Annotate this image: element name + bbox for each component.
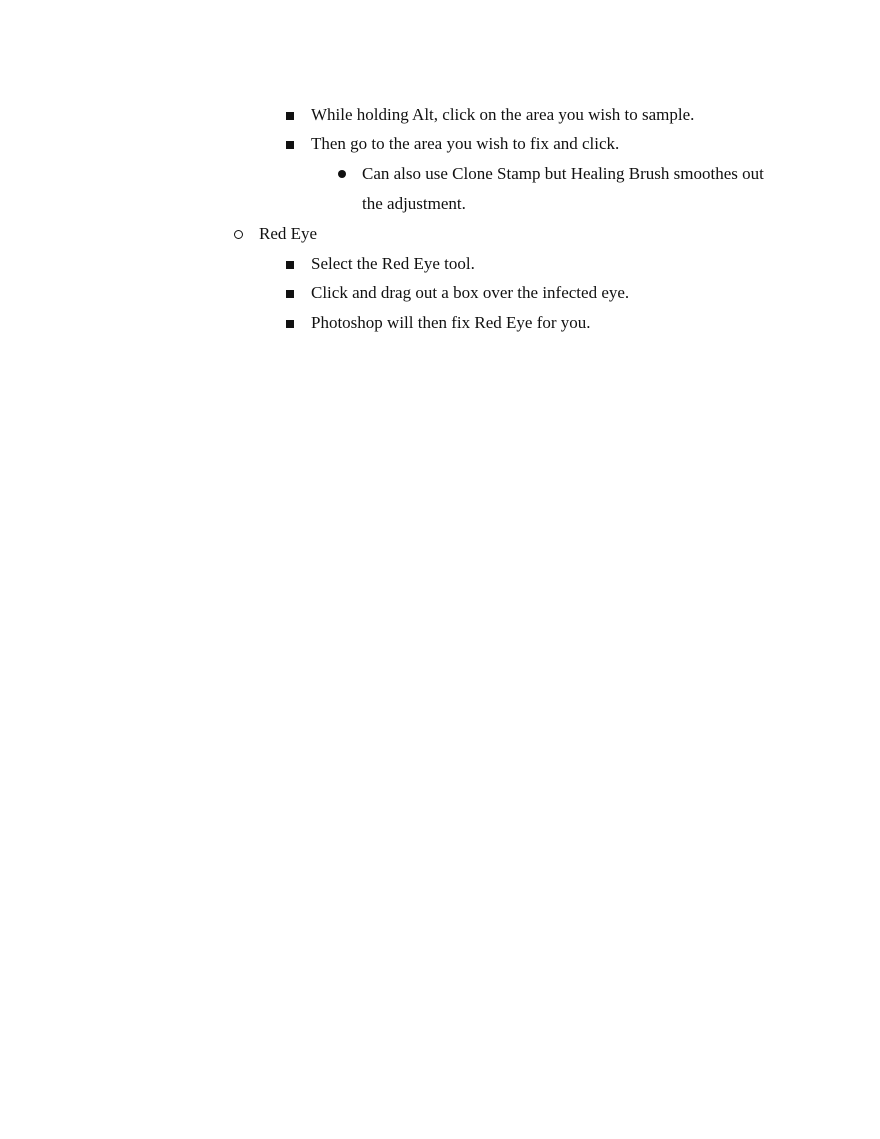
square-bullet-icon (286, 112, 294, 120)
disc-bullet-icon (338, 170, 346, 178)
square-bullet-icon (286, 320, 294, 328)
list-item-text: Photoshop will then fix Red Eye for you. (311, 313, 591, 332)
list-item-text: Can also use Clone Stamp but Healing Brush smoothes out (362, 164, 764, 183)
list-item-continuation-text: the adjustment. (362, 194, 466, 213)
square-bullet-icon (286, 290, 294, 298)
list-item-text: While holding Alt, click on the area you wish to sample. (311, 105, 695, 124)
list-item-text: Red Eye (259, 224, 318, 243)
square-bullet-icon (286, 261, 294, 269)
list-item-text: Then go to the area you wish to fix and click. (311, 134, 620, 153)
square-bullet-icon (286, 141, 294, 149)
list-item-text: Click and drag out a box over the infected eye. (311, 283, 630, 302)
list-item-text: Select the Red Eye tool. (311, 254, 475, 273)
circle-bullet-icon (234, 230, 243, 239)
